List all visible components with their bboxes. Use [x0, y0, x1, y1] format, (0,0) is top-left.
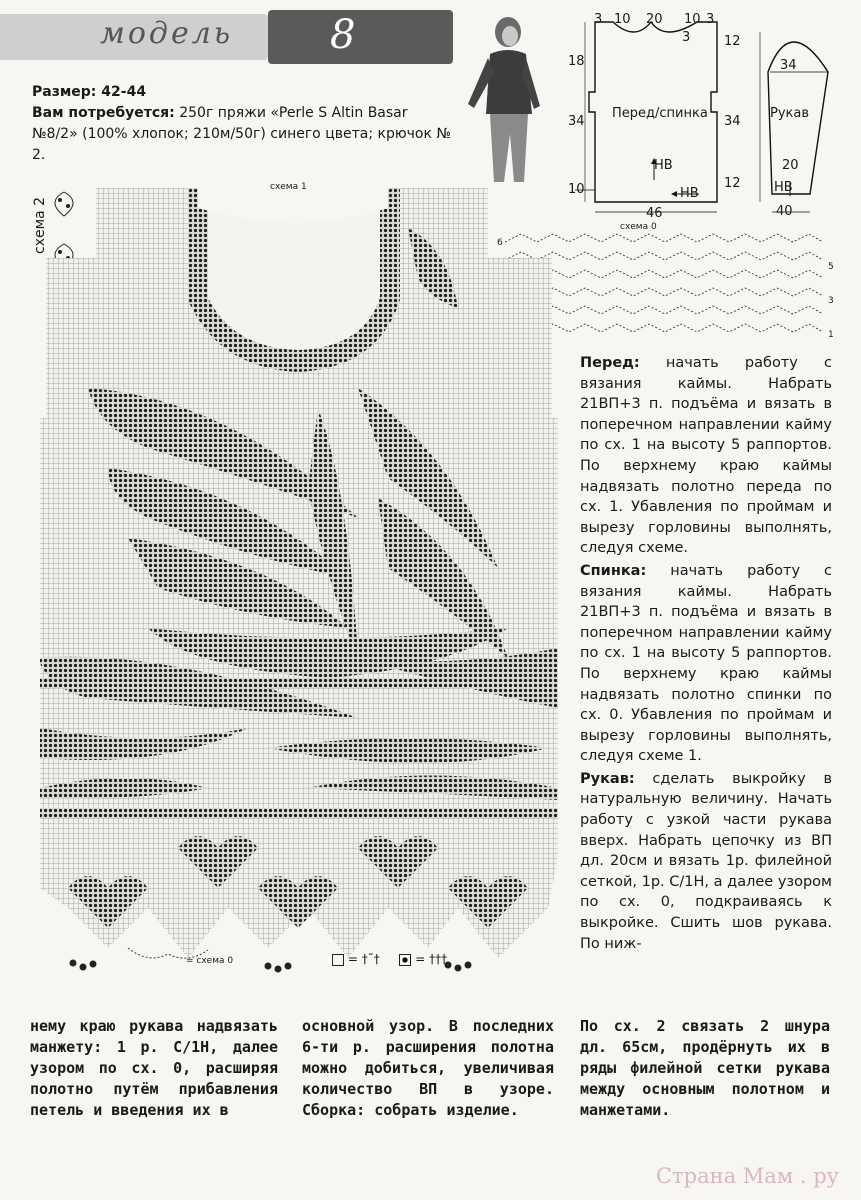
- body-left-num-2: 34: [568, 114, 585, 129]
- body-left-num-1: 18: [568, 54, 585, 69]
- legend-item-1: =: [347, 952, 362, 966]
- body-top-num-5: 3: [706, 12, 715, 27]
- sleeve-left-num-3: 12: [724, 176, 741, 191]
- header-number-box: [268, 10, 453, 64]
- body-hb-up: HB: [654, 158, 673, 173]
- bottom-col-2a: основной узор. В последних 6-ти р. расширения полотна можно добиться, увеличивая количество ВП в узоре.: [302, 1017, 554, 1098]
- model-number: 8: [330, 12, 356, 58]
- assembly-title: Сборка:: [302, 1101, 366, 1119]
- body-inner-num: 3: [682, 30, 691, 45]
- scheme0-row-3: 3: [828, 296, 834, 306]
- body-width: 46: [646, 206, 663, 221]
- body-left-num-3: 10: [568, 182, 585, 197]
- size-line: [32, 84, 146, 100]
- bottom-col-2b: собрать изделие.: [374, 1101, 519, 1119]
- sleeve-label: Рукав: [770, 106, 810, 121]
- scheme0-row-6: 6: [497, 238, 503, 248]
- materials-text: 250г пряжи «Perle S Altin Basar №8/2» (100% хлопок; 210м/50г) синего цвета; крючок № 2.: [32, 105, 451, 163]
- scheme0-reference: = схема 0: [186, 956, 234, 966]
- scheme1-title: схема 1: [270, 182, 307, 192]
- sleeve-width-top: 34: [780, 58, 797, 73]
- watermark: Страна Мам . ру: [655, 1164, 839, 1188]
- bottom-col-3: По сх. 2 связать 2 шнура дл. 65см, продёрнуть их в ряды филейной сетки рукава между основным полотном и манжетами.: [580, 1017, 830, 1119]
- model-title: модель: [100, 16, 234, 51]
- legend-stitch3-icon: †††: [429, 952, 448, 966]
- sleeve-left-num-1: 12: [724, 34, 741, 49]
- sleeve-title: Рукав:: [580, 770, 635, 787]
- body-top-num-3: 20: [646, 12, 663, 27]
- sleeve-hb: HB: [774, 180, 793, 195]
- back-title: Спинка:: [580, 562, 647, 579]
- materials-paragraph: [32, 103, 452, 166]
- legend-filled-cell-icon: [399, 954, 411, 966]
- body-label: Перед/спинка: [612, 106, 708, 121]
- front-title: Перед:: [580, 355, 640, 371]
- size-value: 42-44: [101, 84, 147, 100]
- sleeve-text: сделать выкройку в натуральную величину. Начать работу с узкой части рукава вверх. Набрать цепочку из ВП дл. 20см и вязать 1р. филейной сеткой, 1р. С/1Н, а далее узором по сх. 0, подкраиваясь к выкройке. Сшить шов рукава. По ниж-: [580, 770, 832, 952]
- front-text: начать работу с вязания каймы. Набрать 21ВП+3 п. подъёма и вязать в поперечном направлении кайму по сх. 1 на высоту 5 раппортов. По верхнему краю каймы надвязать полотно переда по сх. 1. Убавления по проймам и вырезу горловины выполнять, следуя схеме.: [580, 355, 833, 557]
- sleeve-left-num-2: 34: [724, 114, 741, 129]
- size-label: Размер:: [32, 84, 97, 100]
- legend: [332, 952, 447, 966]
- scheme0-row-1: 1: [828, 330, 834, 340]
- legend-stitch-icon: †˜†: [361, 952, 380, 966]
- legend-item-2: =: [415, 952, 430, 966]
- sleeve-bottom: 40: [776, 204, 793, 219]
- model-photo: [460, 14, 542, 184]
- materials-label: Вам потребуется:: [32, 105, 175, 121]
- scheme0-title: схема 0: [620, 222, 657, 232]
- body-hb-left: HB: [680, 186, 699, 201]
- legend-empty-cell-icon: [332, 954, 344, 966]
- sleeve-mid: 20: [782, 158, 799, 173]
- body-top-num-2: 10: [614, 12, 631, 27]
- bottom-col-2: [302, 1016, 554, 1121]
- body-top-num-4: 10: [684, 12, 701, 27]
- scheme2-title: схема 2: [32, 196, 48, 254]
- body-top-num-1: 3: [594, 12, 603, 27]
- instructions-right-column: [580, 353, 832, 956]
- back-text: начать работу с вязания каймы. Набрать 21ВП+3 п. подъёма и вязать в поперечном направлении кайму по сх. 1 на высоту 5 раппортов. По верхнему краю каймы надвязать полотно спинки по сх. 0. Убавления по проймам и вырезу горловины выполнять, следуя схеме 1.: [580, 562, 833, 765]
- scheme0-row-5: 5: [828, 262, 834, 272]
- scheme1-chart: [28, 188, 568, 988]
- bottom-col-1: нему краю рукава надвязать манжету: 1 р. С/1Н, далее узором по сх. 0, расширяя полотно путём прибавления петель и введения их в: [30, 1017, 278, 1119]
